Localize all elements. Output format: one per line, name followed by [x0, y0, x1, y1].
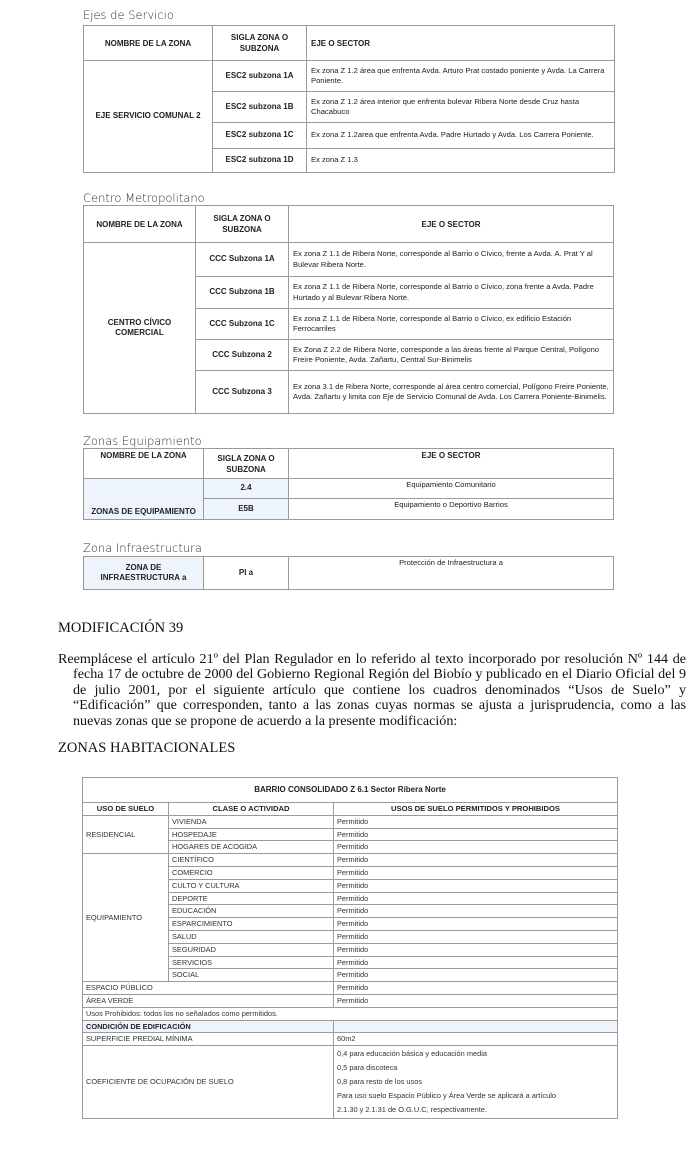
section-title-zonas-equipamiento: Zonas Equipamiento — [83, 434, 202, 448]
table-row — [83, 1046, 618, 1119]
sigla-cell: ESC2 subzona 1C — [213, 123, 307, 149]
estado-cell: Permitido — [334, 930, 618, 943]
eje-cell: Ex zona Z 1.1 de Ribera Norte, corresponde al Barrio o Cívico, frente a Avda. A. Prat Y al Bulevar Ribera Norte. — [289, 243, 614, 277]
coeficiente-line: 0,8 para resto de los usos — [337, 1077, 423, 1087]
header-nombre-zona: NOMBRE DE LA ZONA — [84, 26, 213, 61]
clase-cell: CIENTÍFICO — [169, 854, 334, 867]
clase-cell: HOGARES DE ACOGIDA — [169, 841, 334, 854]
sigla-cell: CCC Subzona 3 — [196, 371, 289, 414]
coeficiente-line: Para uso suelo Espacio Público y Área Verde se aplicará a artículo — [337, 1091, 556, 1101]
estado-cell: Permitido — [334, 866, 618, 879]
eje-cell: Ex zona Z 1.2area que enfrenta Avda. Padre Hurtado y Avda. Los Carrera Poniente. — [307, 123, 615, 149]
eje-cell: Equipamiento o Deportivo Barrios — [289, 499, 614, 520]
table-row — [83, 815, 618, 828]
estado-cell: Permitido — [334, 854, 618, 867]
table-title: BARRIO CONSOLIDADO Z 6.1 Sector Ribera Norte — [83, 778, 618, 803]
header-sigla-zona: SIGLA ZONA O SUBZONA — [204, 449, 289, 479]
header-eje-sector: EJE O SECTOR — [289, 449, 614, 479]
estado-cell: Permitido — [334, 994, 618, 1007]
modification-title: MODIFICACIÓN 39 — [58, 620, 184, 636]
estado-cell: Permitido — [334, 943, 618, 956]
table-row — [83, 854, 618, 867]
ejes-servicio-table — [83, 25, 615, 173]
clase-cell: DEPORTE — [169, 892, 334, 905]
clase-cell: SALUD — [169, 930, 334, 943]
eje-cell: Ex zona 3.1 de Ribera Norte, corresponde al área centro comercial, Polígono Freire Poniente, Avda. Zañartu y limita con Eje de Servicio Comunal de Avda. Los Carrera Poniente-Binimelis. — [289, 371, 614, 414]
sigla-cell: 2.4 — [204, 479, 289, 499]
clase-cell: CULTO Y CULTURA — [169, 879, 334, 892]
table-row — [83, 1007, 618, 1020]
clase-cell: EDUCACIÓN — [169, 905, 334, 918]
estado-cell: Permitido — [334, 815, 618, 828]
sigla-cell: PI a — [204, 557, 289, 590]
sigla-cell: ESC2 subzona 1A — [213, 61, 307, 92]
zone-name: ZONAS DE EQUIPAMIENTO — [84, 479, 204, 520]
centro-metropolitano-table — [83, 205, 614, 414]
estado-cell: Permitido — [334, 828, 618, 841]
sigla-cell: CCC Subzona 1A — [196, 243, 289, 277]
uso-equipamiento: EQUIPAMIENTO — [83, 854, 169, 982]
superficie-label: SUPERFICIE PREDIAL MÍNIMA — [83, 1033, 334, 1046]
coeficiente-line: 0,5 para discoteca — [337, 1063, 398, 1073]
superficie-value: 60m2 — [334, 1033, 618, 1046]
barrio-consolidado-table — [82, 777, 618, 1119]
clase-cell: SERVICIOS — [169, 956, 334, 969]
sigla-cell: E5B — [204, 499, 289, 520]
header-nombre-zona: NOMBRE DE LA ZONA — [84, 206, 196, 243]
zone-name: ZONA DE INFRAESTRUCTURA a — [84, 557, 204, 590]
header-sigla-zona: SIGLA ZONA O SUBZONA — [196, 206, 289, 243]
usos-prohibidos-note: Usos Prohibidos: todos los no señalados como permitidos. — [83, 1007, 618, 1020]
table-row — [84, 61, 615, 92]
coeficiente-line: 0,4 para educación básica y educación media — [337, 1049, 487, 1059]
header-uso-suelo: USO DE SUELO — [83, 803, 169, 816]
sigla-cell: CCC Subzona 1B — [196, 277, 289, 309]
header-eje-sector: EJE O SECTOR — [289, 206, 614, 243]
estado-cell: Permitido — [334, 892, 618, 905]
estado-cell: Permitido — [334, 956, 618, 969]
uso-espacio-publico: ESPACIO PÚBLICO — [83, 982, 334, 995]
clase-cell: ESPARCIMIENTO — [169, 918, 334, 931]
eje-cell: Ex Zona Z 2.2 de Ribera Norte, corresponde a las áreas frente al Parque Central, Polígono Freire Poniente, Avda. Zañartu, Central Sur-Binimelis — [289, 340, 614, 371]
table-row — [84, 557, 614, 590]
estado-cell: Permitido — [334, 969, 618, 982]
eje-cell: Ex zona Z 1.3 — [307, 149, 615, 173]
eje-cell: Ex zona Z 1.2 área que enfrenta Avda. Arturo Prat costado poniente y Avda. La Carrera Poniente. — [307, 61, 615, 92]
estado-cell: Permitido — [334, 982, 618, 995]
eje-cell: Protección de Infraestructura a — [289, 557, 614, 590]
sigla-cell: CCC Subzona 2 — [196, 340, 289, 371]
header-clase-actividad: CLASE O ACTIVIDAD — [169, 803, 334, 816]
eje-cell: Ex zona Z 1.2 área interior que enfrenta bulevar Ribera Norte desde Cruz hasta Chacabuco — [307, 92, 615, 123]
estado-cell: Permitido — [334, 879, 618, 892]
section-title-zona-infraestructura: Zona Infraestructura — [83, 541, 202, 555]
condicion-edificacion-empty — [334, 1020, 618, 1033]
zone-name: CENTRO CÍVICO COMERCIAL — [84, 243, 196, 414]
zona-infraestructura-table — [83, 556, 614, 590]
table-row — [84, 243, 614, 277]
header-usos-permitidos: USOS DE SUELO PERMITIDOS Y PROHIBIDOS — [334, 803, 618, 816]
condicion-edificacion-row — [83, 1020, 618, 1033]
coeficiente-label: COEFICIENTE DE OCUPACIÓN DE SUELO — [83, 1046, 334, 1119]
table-title-row — [83, 778, 618, 803]
clase-cell: HOSPEDAJE — [169, 828, 334, 841]
table-row — [83, 982, 618, 995]
modification-paragraph-text: Reemplácese el artículo 21º del Plan Regulador en lo referido al texto incorporado por resolución Nº 144 de fecha 17 de octubre de 2000 del Gobierno Regional Región del Biobío y publicado en el Diario Oficial del 9 de julio 2001, por el siguiente artículo que contiene los cuadros denominados “Usos de Suelo” y “Edificación” que corresponden, tanto a las zonas cuyas normas se ajusta a jurisprudencia, como a las nuevas zonas que se propone de acuerdo a la presente modificación: — [58, 650, 686, 729]
sigla-cell: CCC Subzona 1C — [196, 309, 289, 340]
clase-cell: SEGURIDAD — [169, 943, 334, 956]
estado-cell: Permitido — [334, 905, 618, 918]
table-row — [84, 479, 614, 499]
uso-residencial: RESIDENCIAL — [83, 815, 169, 853]
table-row — [83, 1033, 618, 1046]
section-title-centro-metropolitano: Centro Metropolitano — [83, 191, 205, 205]
zonas-habitacionales-heading: ZONAS HABITACIONALES — [58, 740, 236, 756]
modification-paragraph — [58, 636, 686, 730]
eje-cell: Ex zona Z 1.1 de Ribera Norte, corresponde al Barrio o Cívico, zona frente a Avda. Padre Hurtado y al Bulevar Ribera Norte. — [289, 277, 614, 309]
sigla-cell: ESC2 subzona 1D — [213, 149, 307, 173]
clase-cell: COMERCIO — [169, 866, 334, 879]
eje-cell: Ex zona Z 1.1 de Ribera Norte, corresponde al Barrio o Cívico, ex edificio Estación Ferrocarriles — [289, 309, 614, 340]
section-title-ejes-servicio: Ejes de Servicio — [83, 8, 174, 22]
estado-cell: Permitido — [334, 918, 618, 931]
uso-area-verde: ÁREA VERDE — [83, 994, 334, 1007]
clase-cell: VIVIENDA — [169, 815, 334, 828]
header-eje-sector: EJE O SECTOR — [307, 26, 615, 61]
coeficiente-values — [334, 1046, 618, 1119]
eje-cell: Equipamiento Comunitario — [289, 479, 614, 499]
condicion-edificacion-title: CONDICIÓN DE EDIFICACIÓN — [83, 1020, 334, 1033]
clase-cell: SOCIAL — [169, 969, 334, 982]
table-row — [83, 994, 618, 1007]
coeficiente-line: 2.1.30 y 2.1.31 de O.G.U.C, respectivamente. — [337, 1105, 487, 1115]
sigla-cell: ESC2 subzona 1B — [213, 92, 307, 123]
header-nombre-zona: NOMBRE DE LA ZONA — [84, 449, 204, 479]
zonas-equipamiento-table — [83, 448, 614, 520]
header-sigla-zona: SIGLA ZONA O SUBZONA — [213, 26, 307, 61]
zone-name: EJE SERVICIO COMUNAL 2 — [84, 61, 213, 173]
estado-cell: Permitido — [334, 841, 618, 854]
